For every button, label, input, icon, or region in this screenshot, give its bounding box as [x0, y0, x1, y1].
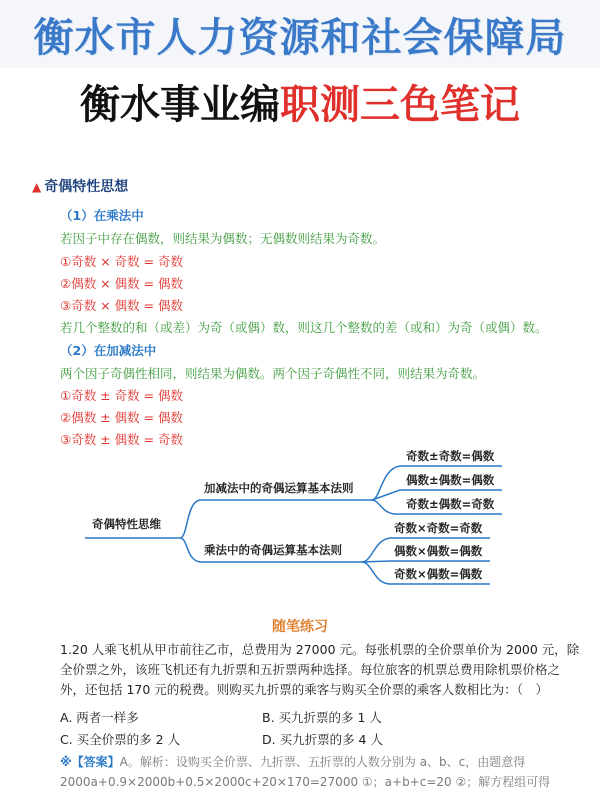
practice-title: 随笔练习	[272, 619, 328, 635]
option-c: C. 买全价票的多 2 人	[60, 732, 181, 747]
subtitle-part1: 衡水事业编	[80, 82, 280, 128]
page-subtitle	[0, 73, 600, 130]
banner-title: 衡水市人力资源和社会保障局	[33, 15, 567, 61]
mind-map-branch-add: 加减法中的奇偶运算基本法则	[204, 481, 354, 495]
mind-map-mult-leaf-3: 奇数×偶数=偶数	[394, 567, 483, 581]
mind-map	[0, 446, 600, 604]
triangle-icon: ▲	[32, 180, 42, 194]
mult-item-1: ①奇数 × 奇数 = 奇数	[60, 254, 184, 269]
add-item-2: ②偶数 ± 偶数 = 偶数	[60, 410, 184, 425]
add-item-1: ①奇数 ± 奇数 = 偶数	[60, 388, 184, 403]
mind-map-add-leaf-3: 奇数±偶数=奇数	[406, 497, 495, 511]
add-item-3: ③奇数 ± 偶数 = 奇数	[60, 432, 184, 447]
answer-text: A。解析：设购买全价票、九折票、五折票的人数分别为 a、b、c，由题意得 2000a+0.9×2000b+0.5×2000c+20×170=27000 ①；a+b+c=20 ②；解方程组可得	[60, 755, 551, 789]
mind-map-mult-leaf-1: 奇数×奇数=奇数	[394, 521, 483, 535]
answer-tag: ※【答案】	[60, 755, 120, 769]
answer-block	[60, 752, 580, 792]
practice-question: 1.20 人乘飞机从甲市前往乙市，总费用为 27000 元。每张机票的全价票单价为 2000 元，除全价票之外，该班飞机还有九折票和五折票两种选择。每位旅客的机票总费用除机票价格之外，还包括 170 元的税费。则购买九折票的乘客与购买全价票的乘客人数相比为：（ ）	[60, 642, 580, 697]
option-d: D. 买九折票的多 4 人	[262, 732, 383, 747]
header-banner	[0, 0, 600, 68]
mind-map-add-leaf-2: 偶数±偶数=偶数	[406, 473, 495, 487]
sum-diff-rule: 若几个整数的和（或差）为奇（或偶）数，则这几个整数的差（或和）为奇（或偶）数。	[60, 320, 548, 335]
mind-map-branch-mult: 乘法中的奇偶运算基本法则	[204, 543, 342, 557]
mind-map-add-leaf-1: 奇数±奇数=偶数	[406, 449, 495, 463]
section-title: 奇偶特性思想	[44, 179, 129, 195]
add-heading: （2）在加减法中	[60, 343, 157, 358]
mult-item-2: ②偶数 × 偶数 = 偶数	[60, 276, 184, 291]
mind-map-root: 奇偶特性思维	[92, 517, 161, 531]
mult-rule: 若因子中存在偶数，则结果为偶数；无偶数则结果为奇数。	[60, 231, 386, 246]
mult-heading: （1）在乘法中	[60, 208, 144, 223]
option-b: B. 买九折票的多 1 人	[262, 710, 382, 725]
mult-item-3: ③奇数 × 偶数 = 偶数	[60, 298, 184, 313]
mind-map-mult-leaf-2: 偶数×偶数=偶数	[394, 544, 483, 558]
option-a: A. 两者一样多	[60, 710, 139, 725]
subtitle-part2: 职测三色笔记	[280, 82, 520, 128]
mind-map-lines	[0, 446, 600, 604]
add-rule: 两个因子奇偶性相同，则结果为偶数。两个因子奇偶性不同，则结果为奇数。	[60, 366, 486, 381]
section-heading	[32, 176, 128, 196]
